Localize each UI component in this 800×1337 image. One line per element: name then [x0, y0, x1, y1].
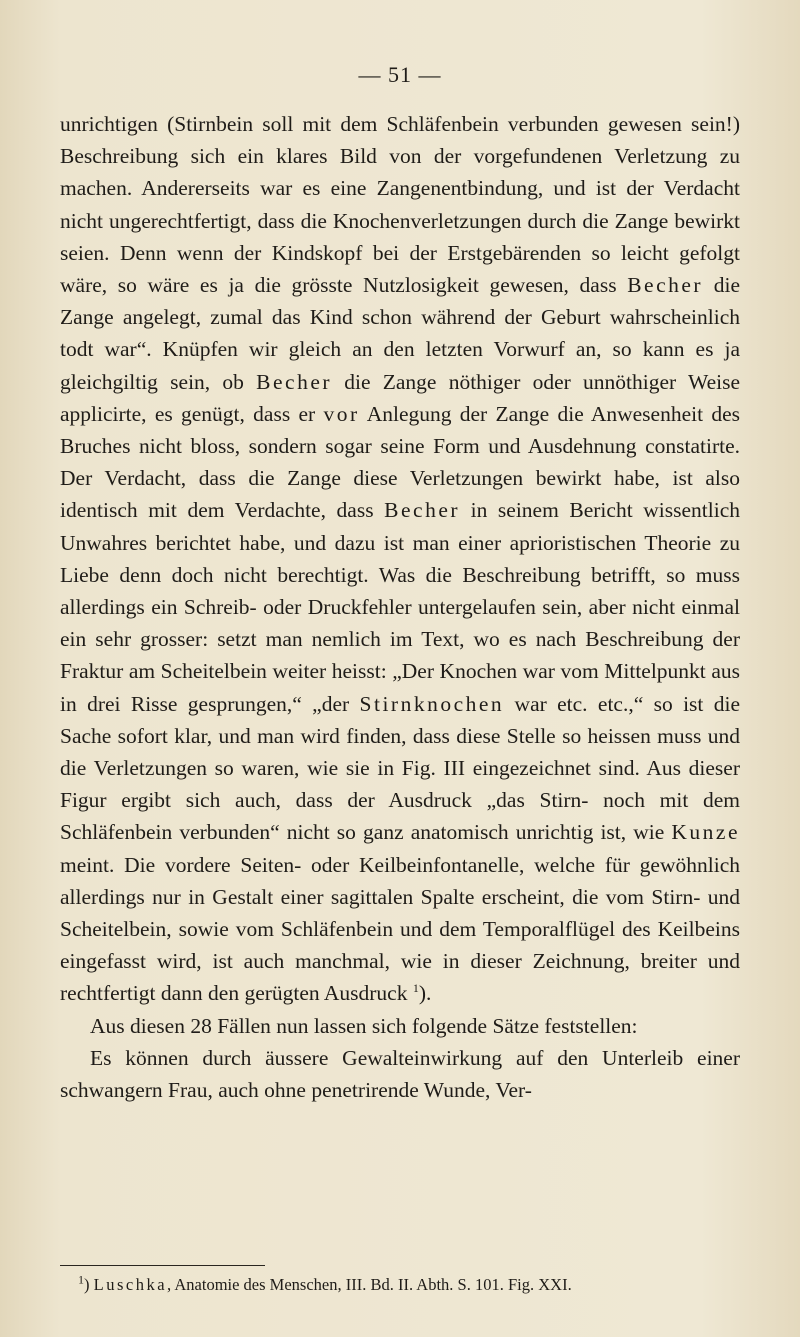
text-run: meint. Die vordere Seiten- oder Keilbeinfontanelle, welche für gewöhnlich allerdings nur in Gestalt einer sagittalen Spalte erscheint, die vom Stirn- und Scheitelbein, sowie vom Schläfenbein und dem Temporalflügel des Keilbeins eingefasst wird, ist auch manchmal, wie in dieser Zeichnung, breiter und rechtfertigt dann den gerügten Ausdruck [60, 852, 740, 1006]
spaced-name: Becher [627, 273, 704, 298]
footnote-ref: 1 [412, 981, 419, 996]
spaced-name: Kunze [671, 820, 740, 845]
text-run: die Zange angelegt, zumal das Kind schon während der Geburt wahrscheinlich todt war“. Knüpfen wir gleich an den letzten Vorwurf an, so kann es ja gleichgiltig sein, ob [60, 273, 740, 394]
spaced-name: Becher [384, 498, 461, 523]
text-run: Anlegung der Zange die Anwesenheit des Bruches nicht bloss, sondern sogar seine Form und Ausdehnung constatirte. Der Verdacht, dass die Zange diese Verletzungen bewirkt habe, ist also identisch mit dem Verdachte, dass [60, 401, 740, 523]
text-run: die Zange nöthiger oder unnöthiger Weise applicirte, es genügt, dass er [60, 369, 741, 426]
text-run: in seinem Bericht wissentlich Unwahres berichtet habe, und dazu ist man einer aprioristischen Theorie zu Liebe denn doch nicht berechtigt. Was die Beschreibung betrifft, so muss allerdings ein Schreib- oder Druckfehler untergelaufen sein, aber nicht einmal ein sehr grosser: setzt man nemlich im Text, wo es nach Beschreibung der Fraktur am Scheitelbein weiter heisst: „Der Knochen war vom Mittelpunkt aus in drei Risse gesprungen,“ „der [60, 498, 740, 716]
text-run: unrichtigen (Stirnbein soll mit dem Schläfenbein verbunden gewesen sein!) Beschreibung sich ein klares Bild von der vorgefundenen Verletzung zu machen. Andererseits war es eine Zangenentbindung, und ist der Verdacht nicht ungerechtfertigt, dass die Knochenverletzungen durch die Zange bewirkt seien. Denn wenn der Kindskopf bei der Erstgebärenden so leicht gefolgt wäre, so wäre es ja die grösste Nutzlosigkeit gewesen, dass [60, 112, 740, 298]
footnote-author: Luschka [93, 1275, 168, 1294]
paragraph-3: Es können durch äussere Gewalteinwirkung auf den Unterleib einer schwangern Frau, auch ohne penetrirende Wunde, Ver- [60, 1045, 740, 1103]
paragraph-1 [60, 108, 740, 1010]
footnote-divider [60, 1265, 265, 1266]
spaced-name: Becher [256, 369, 333, 394]
footnote-marker: 1 [78, 1272, 84, 1287]
footnote-text: , Anatomie des Menschen, III. Bd. II. Abth. S. 101. Fig. XXI. [167, 1275, 572, 1294]
paragraph-2: Aus diesen 28 Fällen nun lassen sich folgende Sätze feststellen: [90, 1013, 638, 1038]
body-text [60, 108, 740, 1106]
text-run: ). [418, 981, 432, 1006]
text-run: war etc. etc.,“ so ist die Sache sofort klar, und man wird finden, dass diese Stelle so heissen muss und die Verletzungen so waren, wie sie in Fig. III eingezeichnet sind. Aus dieser Figur ergibt sich auch, dass der Ausdruck „das Stirn- noch mit dem Schläfenbein verbunden“ nicht so ganz anatomisch unrichtig ist, wie [60, 691, 741, 845]
page-number: — 51 — [358, 62, 442, 87]
spaced-name: vor [323, 401, 360, 426]
spaced-name: Stirnknochen [359, 691, 505, 716]
footnote: $^1$) Luschka, Anatomie des Menschen, III. Bd. II. Abth. S. 101. Fig. XXI. [78, 1272, 572, 1294]
